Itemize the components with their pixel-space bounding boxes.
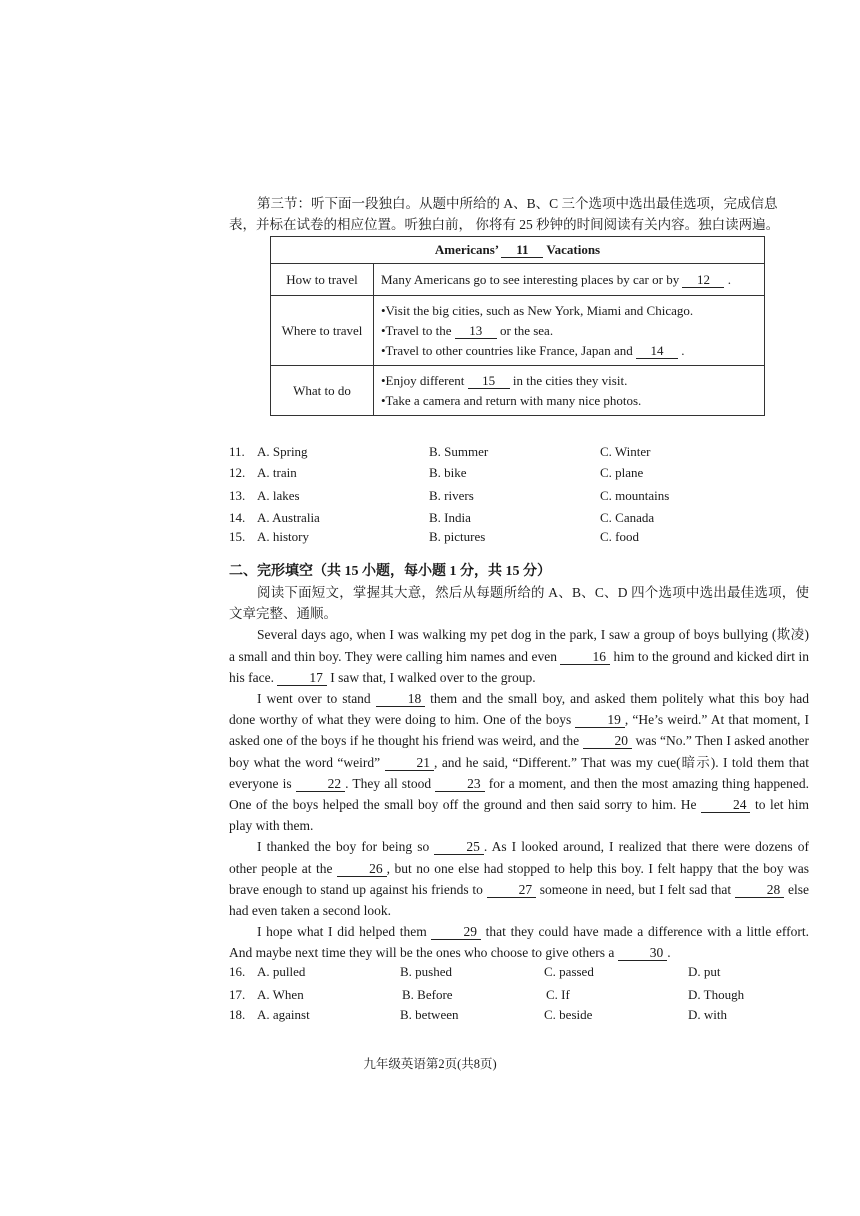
option-a: A. history bbox=[257, 529, 309, 544]
option-row-13 bbox=[229, 487, 789, 505]
option-a: A. against bbox=[257, 1007, 310, 1022]
passage-text: them and the small boy, and asked them politely what this boy had done worthy of what they were doing to him. One of the boys bbox=[229, 691, 809, 728]
option-row-18 bbox=[229, 1006, 809, 1024]
line-text: •Travel to the bbox=[381, 322, 452, 338]
passage-text: Several days ago, when I was walking my pet dog in the park, I saw a group of boys bullying (欺凌) a small and thin boy. They were calling him names and even bbox=[229, 627, 809, 664]
passage-text: . They all stood bbox=[345, 775, 436, 791]
option-b: B. Summer bbox=[429, 444, 489, 459]
blank-26: 26 bbox=[337, 861, 387, 877]
part3-instructions bbox=[229, 193, 809, 235]
passage-text: for a moment, and then the most amazing thing happened. One of the boys helped the small boy off the ground and then said sorry to him. He bbox=[229, 775, 809, 813]
option-a: A. train bbox=[257, 465, 297, 480]
passage-text: . bbox=[667, 945, 671, 961]
line-text: •Visit the big cities, such as New York, Miami and Chicago. bbox=[381, 302, 694, 318]
cloze-paragraph-1 bbox=[229, 624, 809, 688]
passage-text: to let him play with them. bbox=[229, 797, 809, 834]
row-label-what: What to do bbox=[271, 366, 374, 416]
option-d: D. Though bbox=[688, 987, 745, 1002]
cloze-paragraph-4 bbox=[229, 921, 809, 963]
page-footer: 九年级英语第2页(共8页) bbox=[363, 1057, 497, 1071]
blank-13: 13 bbox=[455, 323, 497, 339]
blank-22: 22 bbox=[296, 776, 346, 792]
option-b: B. India bbox=[429, 510, 471, 525]
cloze-paragraph-3 bbox=[229, 836, 809, 921]
blank-15: 15 bbox=[468, 373, 510, 389]
part3-line1: 第三节：听下面一段独白。从题中所给的 A、B、C 三个选项中选出最佳选项，完成信息 bbox=[257, 196, 778, 211]
passage-text: I thanked the boy for being so bbox=[257, 839, 435, 855]
question-number: 16. bbox=[229, 964, 246, 979]
passage-text: that they could have made a difference with a little effort. And maybe next time they will be the ones who choose to give others a bbox=[229, 924, 809, 961]
option-b: B. Before bbox=[402, 987, 453, 1002]
option-c: C. Winter bbox=[600, 444, 651, 459]
option-a: A. pulled bbox=[257, 964, 306, 979]
option-row-15 bbox=[229, 528, 789, 546]
option-a: A. Spring bbox=[257, 444, 308, 459]
cloze-section-title: 二、完形填空（共 15 小题，每小题 1 分，共 15 分） bbox=[229, 564, 551, 579]
passage-text: was “No.” Then I asked another boy what the word “weird” bbox=[229, 733, 809, 770]
option-d: D. with bbox=[688, 1007, 727, 1022]
cloze-instructions: 阅读下面短文，掌握其大意，然后从每题所给的 A、B、C、D 四个选项中选出最佳选项，使文章完整、通顺。 bbox=[229, 585, 809, 622]
row-content-how bbox=[374, 264, 765, 296]
option-a: A. lakes bbox=[257, 488, 300, 503]
question-number: 11. bbox=[229, 444, 245, 459]
blank-16: 16 bbox=[560, 649, 610, 665]
passage-text: I hope what I did helped them bbox=[257, 924, 432, 940]
question-number: 15. bbox=[229, 529, 246, 544]
table-title bbox=[271, 237, 765, 264]
blank-19: 19 bbox=[575, 712, 625, 728]
line-text: •Enjoy different bbox=[381, 372, 465, 388]
blank-21: 21 bbox=[385, 755, 435, 771]
blank-27: 27 bbox=[487, 882, 537, 898]
question-number: 14. bbox=[229, 510, 246, 525]
question-number: 18. bbox=[229, 1007, 246, 1022]
blank-23: 23 bbox=[435, 776, 485, 792]
option-row-11 bbox=[229, 443, 789, 461]
passage-text: him to the ground and kicked dirt in his face. bbox=[229, 648, 809, 685]
row-label-where: Where to travel bbox=[271, 296, 374, 366]
blank-14: 14 bbox=[636, 343, 678, 359]
blank-24: 24 bbox=[701, 797, 751, 813]
option-b: B. pictures bbox=[429, 529, 486, 544]
info-table bbox=[270, 236, 765, 416]
part3-line2: 表，并标在试卷的相应位置。听独白前， 你将有 25 秒钟的时间阅读有关内容。独白读两遍。 bbox=[229, 217, 780, 232]
option-c: C. beside bbox=[544, 1007, 593, 1022]
option-c: C. mountains bbox=[600, 488, 670, 503]
cloze-passage bbox=[229, 582, 809, 964]
option-d: D. put bbox=[688, 964, 721, 979]
option-row-17 bbox=[229, 986, 809, 1004]
option-c: C. If bbox=[546, 987, 570, 1002]
line-text: Many Americans go to see interesting places by car or by bbox=[381, 271, 680, 287]
row-content-what bbox=[374, 366, 765, 416]
blank-12: 12 bbox=[682, 272, 724, 288]
blank-28: 28 bbox=[735, 882, 785, 898]
passage-text: , and he said, “Different.” That was my cue(暗示). I told them that everyone is bbox=[229, 754, 809, 791]
line-text: or the sea. bbox=[500, 322, 554, 338]
table-title-post: Vacations bbox=[546, 242, 601, 257]
blank-20: 20 bbox=[583, 733, 633, 749]
option-row-14 bbox=[229, 509, 789, 527]
blank-30: 30 bbox=[618, 945, 668, 961]
blank-29: 29 bbox=[431, 924, 481, 940]
blank-11: 11 bbox=[501, 242, 543, 258]
option-c: C. plane bbox=[600, 465, 644, 480]
question-number: 17. bbox=[229, 987, 246, 1002]
line-text: •Take a camera and return with many nice photos. bbox=[381, 392, 642, 408]
option-b: B. pushed bbox=[400, 964, 452, 979]
option-c: C. food bbox=[600, 529, 639, 544]
line-text: . bbox=[681, 342, 685, 358]
table-title-pre: Americans’ bbox=[434, 242, 499, 257]
option-a: A. When bbox=[257, 987, 304, 1002]
option-row-16 bbox=[229, 963, 809, 981]
option-b: B. rivers bbox=[429, 488, 474, 503]
passage-text: I saw that, I walked over to the group. bbox=[326, 669, 536, 685]
line-text: . bbox=[727, 271, 731, 287]
cloze-paragraph-2 bbox=[229, 688, 809, 836]
blank-17: 17 bbox=[277, 670, 327, 686]
line-text: in the cities they visit. bbox=[512, 372, 628, 388]
passage-text: . As I looked around, I realized that there were dozens of other people at the bbox=[229, 839, 809, 876]
option-c: C. Canada bbox=[600, 510, 655, 525]
question-number: 12. bbox=[229, 465, 246, 480]
passage-text: , but no one else had stopped to help this boy. I felt happy that the boy was brave enough to stand up against his friends to bbox=[229, 860, 809, 897]
option-row-12 bbox=[229, 464, 789, 482]
passage-text: I went over to stand bbox=[257, 691, 376, 707]
option-a: A. Australia bbox=[257, 510, 320, 525]
passage-text: else had even taken a second look. bbox=[229, 881, 809, 919]
passage-text: someone in need, but I felt sad that bbox=[536, 881, 735, 897]
option-b: B. between bbox=[400, 1007, 459, 1022]
blank-18: 18 bbox=[376, 691, 426, 707]
question-number: 13. bbox=[229, 488, 246, 503]
passage-text: , “He’s weird.” At that moment, I asked one of the boys if he thought his friend was weird, and the bbox=[229, 712, 809, 749]
option-c: C. passed bbox=[544, 964, 594, 979]
row-label-how: How to travel bbox=[271, 264, 374, 296]
row-content-where bbox=[374, 296, 765, 366]
option-b: B. bike bbox=[429, 465, 467, 480]
line-text: •Travel to other countries like France, Japan and bbox=[381, 342, 633, 358]
blank-25: 25 bbox=[434, 839, 484, 855]
